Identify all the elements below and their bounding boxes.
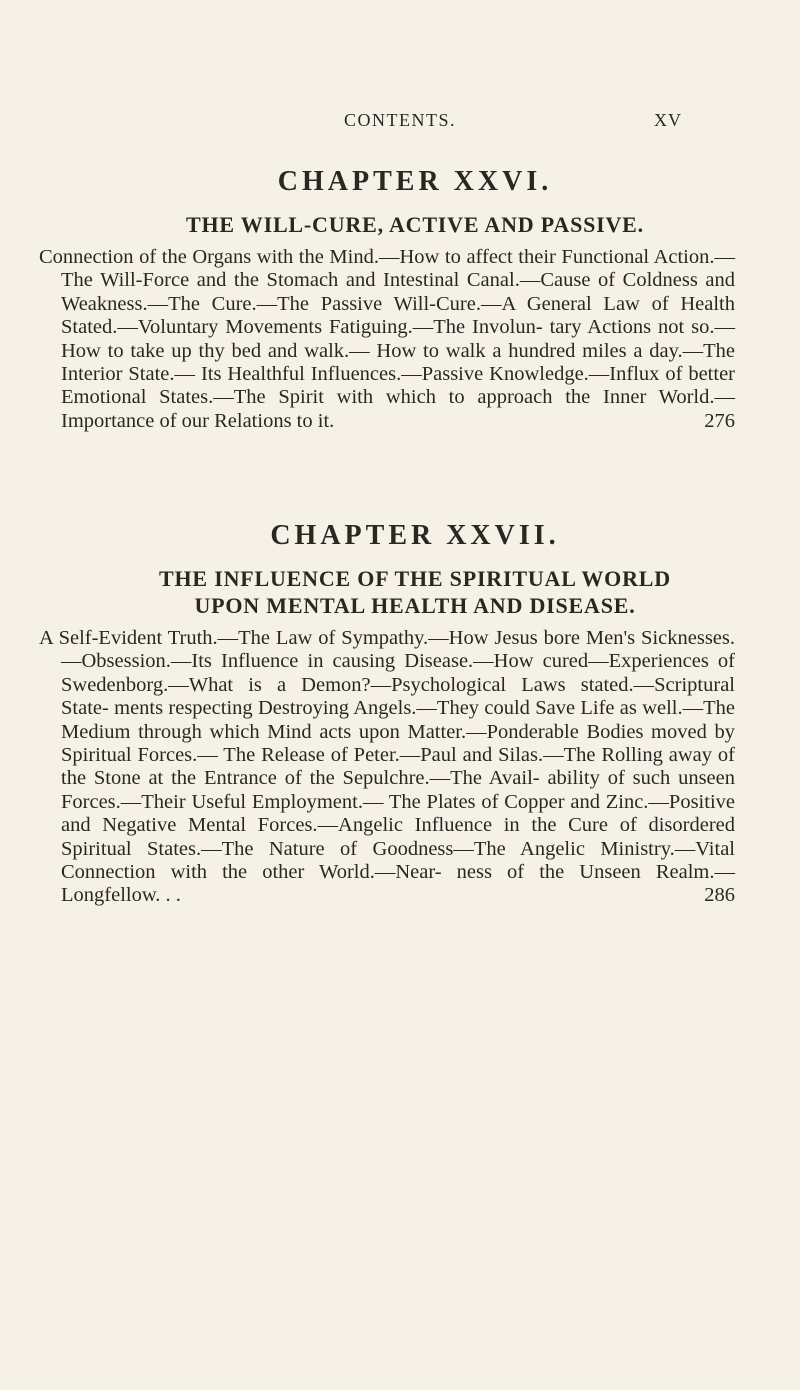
chapter-title [0, 565, 800, 619]
chapter-synopsis [39, 246, 735, 433]
chapter-title-line: THE INFLUENCE OF THE SPIRITUAL WORLD [159, 566, 671, 591]
running-head-title: CONTENTS. [344, 110, 456, 130]
chapter-26-entry [0, 165, 800, 433]
chapter-heading: CHAPTER XXVI. [277, 166, 553, 197]
chapter-heading: CHAPTER XXVII. [270, 520, 560, 551]
chapter-title-line: THE WILL-CURE, ACTIVE AND PASSIVE. [186, 212, 644, 237]
synopsis-text: Connection of the Organs with the Mind.—How to affect their Functional Action.—The Will-Force and the Stomach and Intestinal Canal.—Cause of Coldness and Weakness.—The Cure.—The Passive Will-Cure.—A General Law of Health Stated.—Voluntary Movements Fatiguing.—The Involun- tary Actions not so.—How to take up thy bed and walk.— How to walk a hundred miles a day.—The Interior State.— Its Healthful Influences.—Passive Knowledge.—Influx of better Emotional States.—The Spirit with which to approach the Inner World.—Importance of our Relations to it. [39, 246, 735, 432]
chapter-page-number: 276 [704, 409, 735, 432]
synopsis-text: A Self-Evident Truth.—The Law of Sympathy.—How Jesus bore Men's Sicknesses.—Obsession.—Its Influence in causing Disease.—How cured—Experiences of Swedenborg.—What is a Demon?—Psychological Laws stated.—Scriptural State- ments respecting Destroying Angels.—They could Save Life as well.—The Medium through which Mind acts upon Matter.—Ponderable Bodies moved by Spiritual Forces.— The Release of Peter.—Paul and Silas.—The Rolling away of the Stone at the Entrance of the Sepulchre.—The Avail- ability of such unseen Forces.—Their Useful Employment.— The Plates of Copper and Zinc.—Positive and Negative Mental Forces.—Angelic Influence in the Cure of disordered Spiritual States.—The Nature of Goodness—The Angelic Ministry.—Vital Connection with the other World.—Near- ness of the Unseen Realm.—Longfellow. . . [39, 627, 735, 907]
chapter-27-entry [0, 519, 800, 908]
chapter-title-line: UPON MENTAL HEALTH AND DISEASE. [194, 593, 636, 618]
page-number: XV [654, 110, 682, 130]
chapter-synopsis [39, 627, 735, 908]
running-head [0, 110, 800, 136]
chapter-title [0, 211, 800, 238]
chapter-page-number: 286 [704, 884, 735, 907]
